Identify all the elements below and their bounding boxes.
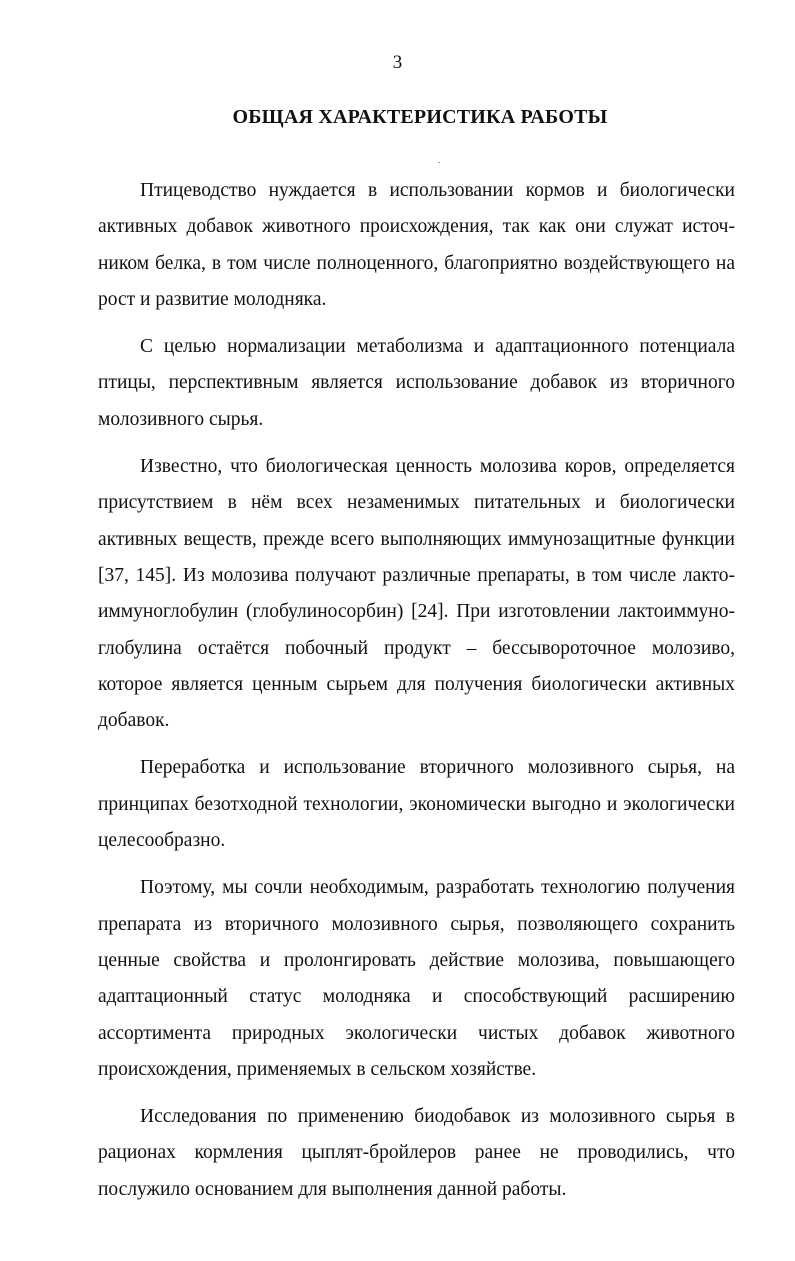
paragraph-6: Исследования по применению биодобавок из молозивного сырья в рационах кормления цыплят-бройлеров ранее не проводились, что послужило основанием для выполнения данной работы. <box>98 1106 735 1200</box>
paragraph-4: Переработка и использование вторичного молозивного сырья, на принципах безотходной технологии, экономически выгодно и экологически целесообразно. <box>98 757 735 852</box>
body-text <box>98 173 735 1219</box>
paragraph-5: Поэтому, мы сочли необходимым, разработать технологию получения препарата из вторичного молозивного сырья, позволяющего сохранить ценные свойства и пролонгировать действие молозива, повышающего адаптационный статус молодняка и способствующий расширению ассортимента природных экологически чистых добавок животного происхождения, применяемых в сельском хозяйстве. <box>98 877 735 1080</box>
page-number: 3 <box>392 52 403 73</box>
paragraph-3: Известно, что биологическая ценность молозива коров, определяется присутствием в нём всех незаменимых питательных и биологически активных веществ, прежде всего выполняющих иммунозащитные функции [37, 145]. Из молозива получают различные препараты, в том числе лактоиммуноглобулин (глобулиносорбин) [24]. При изготовлении лактоиммуноглобулина остаётся побочный продукт – бессывороточное молозиво, которое является ценным сырьем для получения биологически активных добавок. <box>98 456 735 732</box>
scan-speck <box>438 162 440 163</box>
section-title: ОБЩАЯ ХАРАКТЕРИСТИКА РАБОТЫ <box>232 106 608 128</box>
paragraph-1: Птицеводство нуждается в использовании кормов и биологически активных добавок животного происхождения, так как они служат источником белка, в том числе полноценного, благоприятно воздействующего на рост и развитие молодняка. <box>98 180 735 310</box>
paragraph-2: С целью нормализации метаболизма и адаптационного потенциала птицы, перспективным является использование добавок из вторичного молозивного сырья. <box>98 336 735 430</box>
